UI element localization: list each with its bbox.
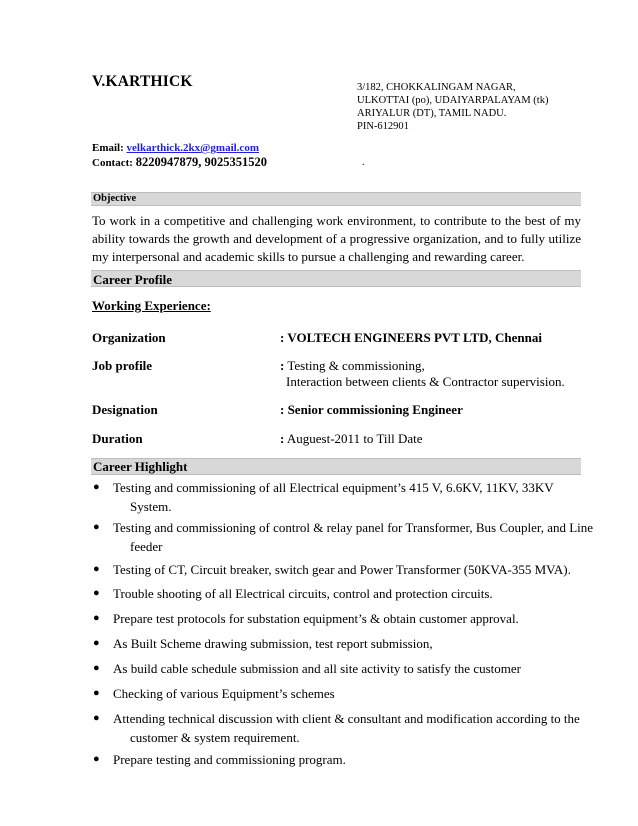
address-line-2: ULKOTTAI (po), UDAIYARPALAYAM (tk) (357, 95, 549, 106)
duration-colon: : (280, 431, 285, 446)
duration-text: Auguest-2011 to Till Date (286, 431, 423, 446)
list-item-text: As Built Scheme drawing submission, test report submission, (113, 636, 433, 651)
bullet-icon: ● (93, 687, 100, 699)
organization-value: : VOLTECH ENGINEERS PVT LTD, Chennai (280, 330, 542, 345)
list-item-text-continued: feeder (130, 539, 163, 554)
list-item-text-continued: System. (130, 499, 172, 514)
job-profile-value (280, 358, 425, 374)
bullet-icon: ● (93, 712, 100, 724)
job-profile-label: Job profile (92, 358, 153, 373)
career-highlight-heading: Career Highlight (93, 459, 188, 474)
bullet-icon: ● (93, 637, 100, 649)
list-item-text: Trouble shooting of all Electrical circuits, control and protection circuits. (113, 586, 493, 601)
designation-label: Designation (92, 402, 158, 417)
stray-mark: . (362, 157, 365, 168)
job-profile-colon: : (280, 358, 285, 373)
bullet-icon: ● (93, 662, 100, 674)
email-label: Email: (92, 142, 124, 154)
duration-label: Duration (92, 431, 143, 446)
bullet-icon: ● (93, 481, 100, 493)
list-item-text: Attending technical discussion with client & consultant and modification according to the (113, 711, 580, 726)
list-item-text: As build cable schedule submission and all site activity to satisfy the customer (113, 661, 521, 676)
address-line-4: PIN-612901 (357, 121, 409, 132)
contact-line (92, 155, 267, 170)
email-line (92, 142, 259, 154)
list-item-text: Testing of CT, Circuit breaker, switch gear and Power Transformer (50KVA-355 MVA). (113, 562, 571, 577)
duration-value (280, 431, 423, 447)
address-line-3: ARIYALUR (DT), TAMIL NADU. (357, 108, 507, 119)
career-profile-heading: Career Profile (93, 272, 173, 287)
bullet-icon: ● (93, 521, 100, 533)
job-profile-line-2: Interaction between clients & Contractor supervision. (286, 374, 565, 389)
candidate-name: V.KARTHICK (92, 73, 193, 90)
career-profile-heading-bar (91, 270, 581, 287)
list-item-text-continued: customer & system requirement. (130, 730, 300, 745)
address-line-1: 3/182, CHOKKALINGAM NAGAR, (357, 82, 516, 93)
bullet-icon: ● (93, 563, 100, 575)
objective-heading-bar (91, 192, 581, 206)
career-highlight-heading-bar (91, 458, 581, 475)
bullet-icon: ● (93, 587, 100, 599)
working-experience-heading: Working Experience: (92, 298, 211, 313)
email-link[interactable]: velkarthick.2kx@gmail.com (126, 142, 259, 154)
job-profile-line-1: Testing & commissioning, (287, 358, 425, 373)
list-item-text: Prepare testing and commissioning program. (113, 752, 346, 767)
contact-numbers: 8220947879, 9025351520 (135, 155, 267, 169)
list-item-text: Testing and commissioning of all Electrical equipment’s 415 V, 6.6KV, 11KV, 33KV (113, 480, 554, 495)
bullet-icon: ● (93, 612, 100, 624)
objective-heading: Objective (93, 193, 137, 204)
bullet-icon: ● (93, 753, 100, 765)
contact-label: Contact: (92, 157, 133, 169)
designation-value: : Senior commissioning Engineer (280, 402, 463, 417)
objective-text: To work in a competitive and challenging work environment, to contribute to the best of my ability towards the growth and development of a progressive organization, and to fully utilize my interpersonal and academic skills to pursue a challenging and rewarding career. (92, 213, 581, 264)
organization-label: Organization (92, 330, 166, 345)
list-item-text: Checking of various Equipment’s schemes (113, 686, 335, 701)
list-item-text: Testing and commissioning of control & relay panel for Transformer, Bus Coupler, and Line (113, 520, 594, 535)
list-item-text: Prepare test protocols for substation equipment’s & obtain customer approval. (113, 611, 519, 626)
